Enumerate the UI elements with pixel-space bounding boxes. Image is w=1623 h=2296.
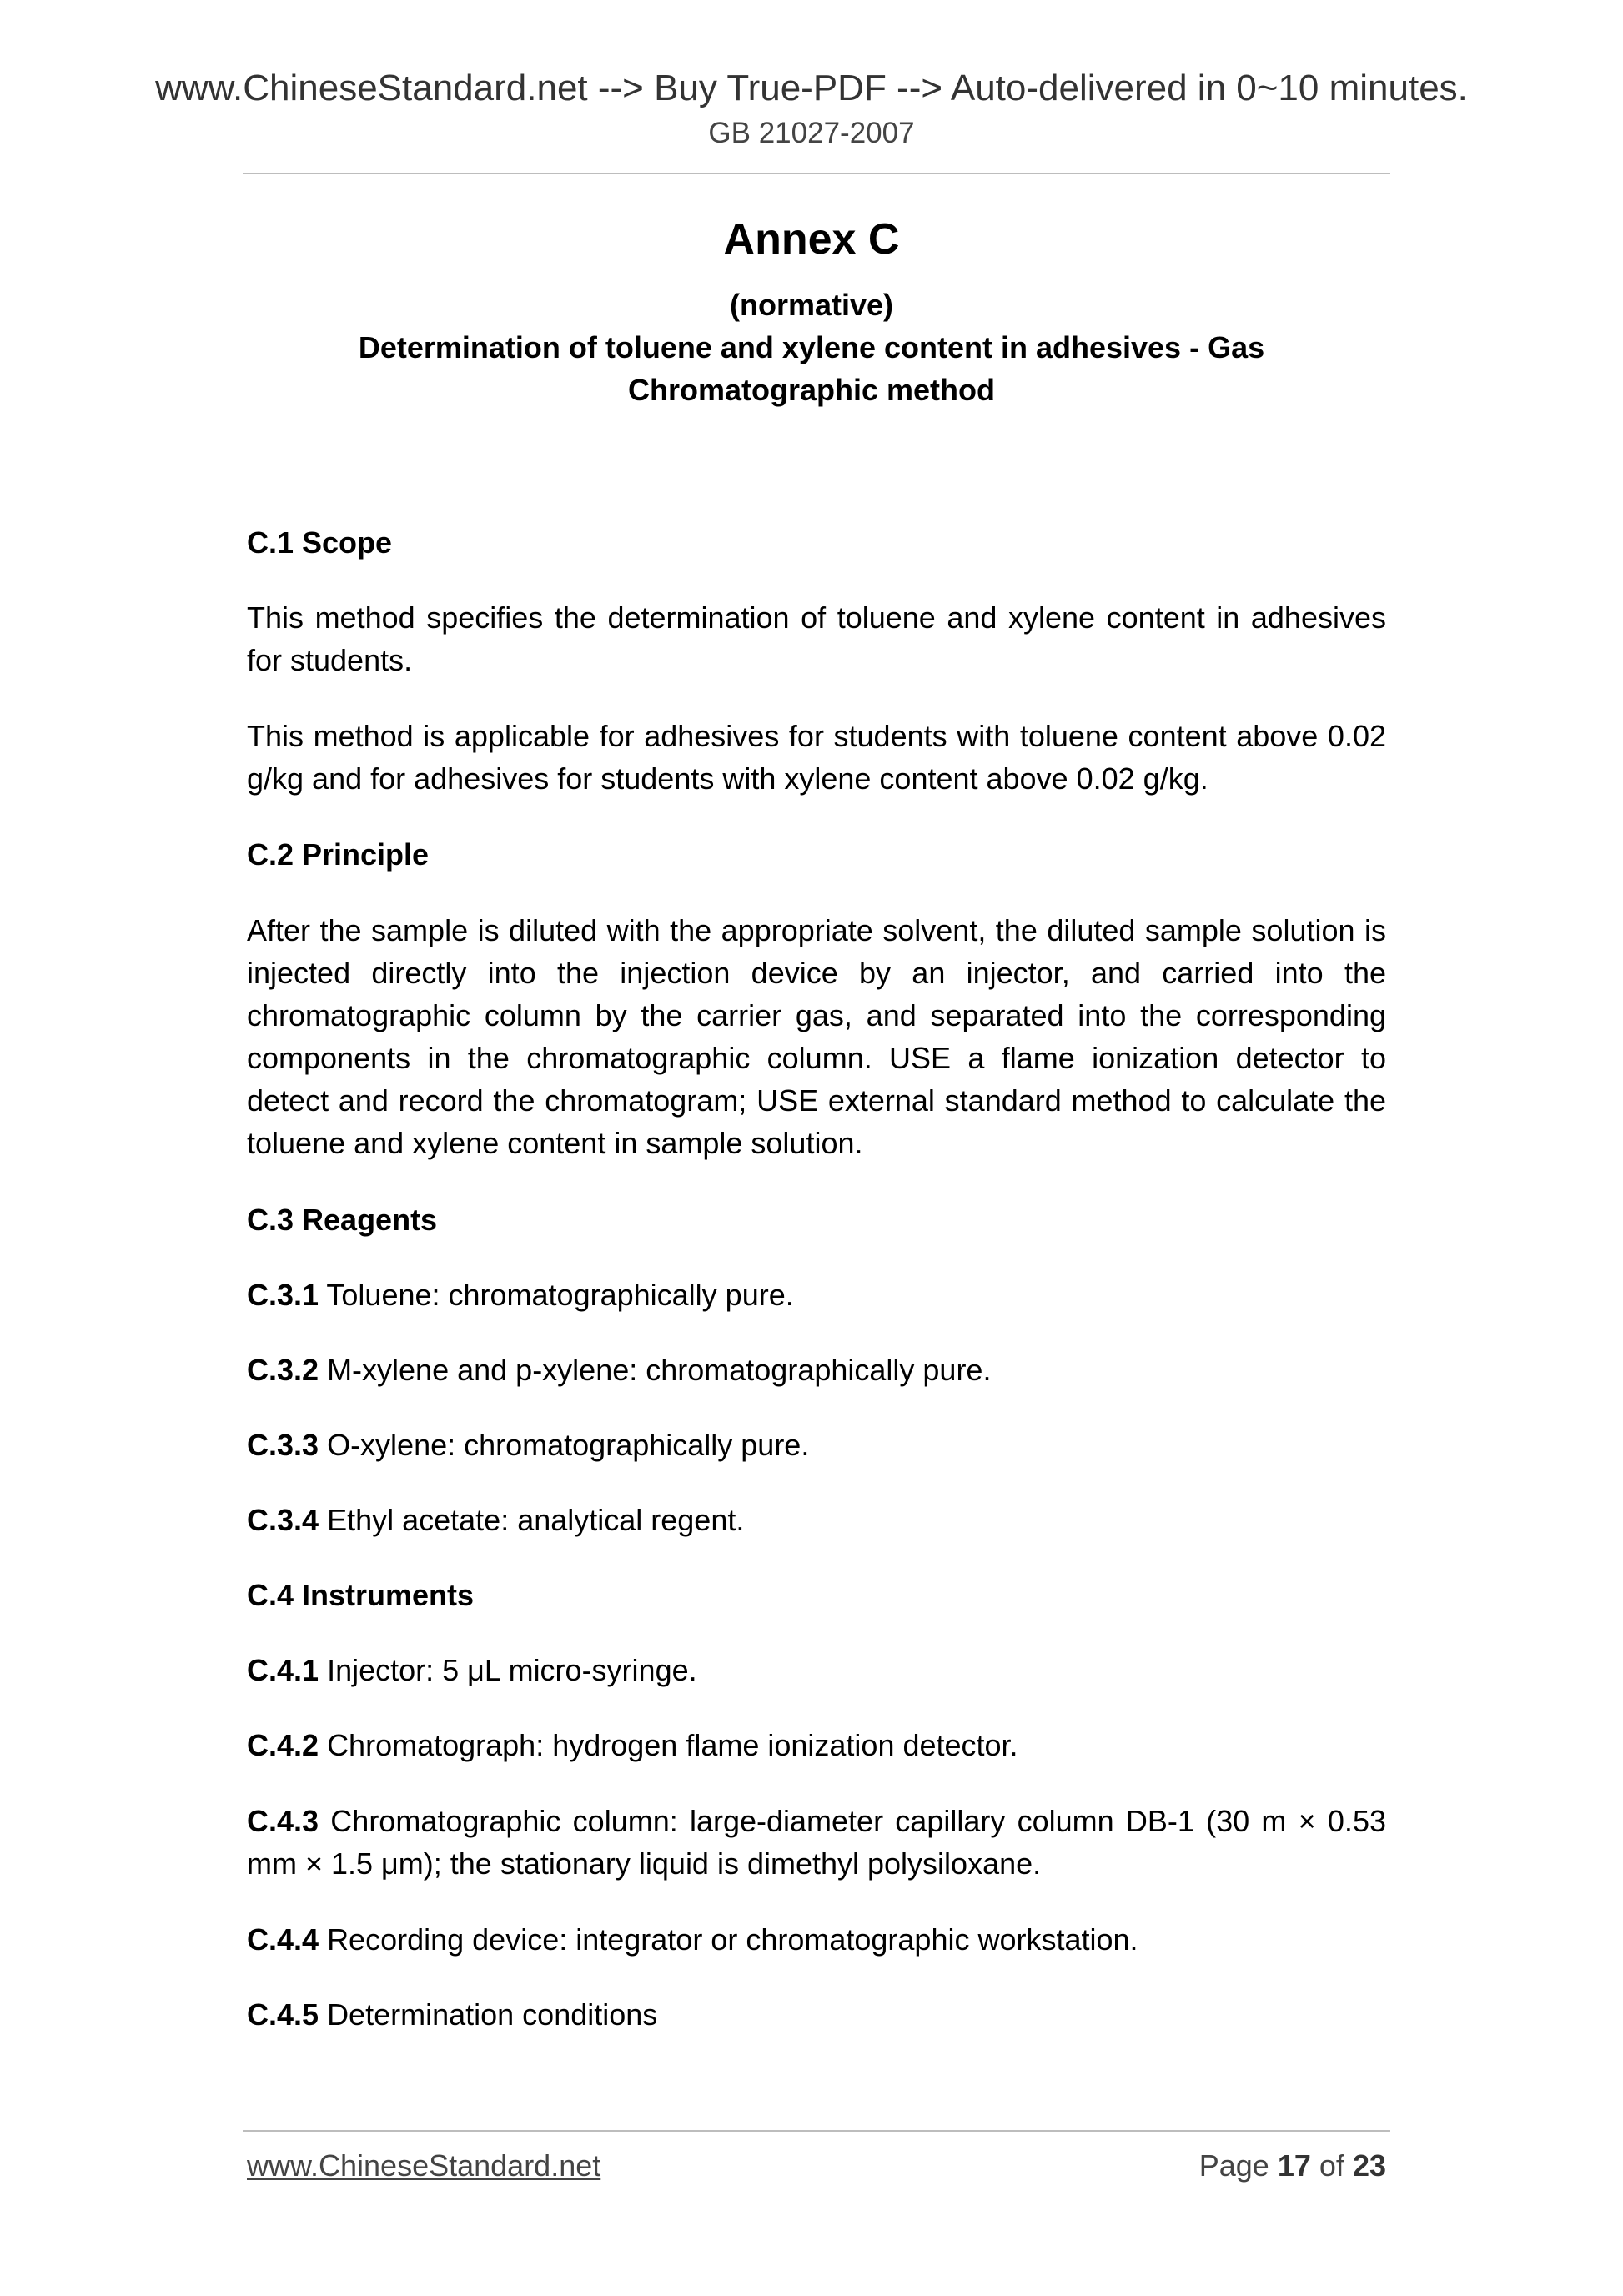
reagent-item	[247, 1424, 1386, 1466]
header-banner: www.ChineseStandard.net --> Buy True-PDF --> Auto-delivered in 0~10 minutes.	[155, 68, 1468, 108]
scope-paragraph-1: This method specifies the determination of toluene and xylene content in adhesives for students.	[247, 600, 1386, 677]
page-indicator	[1199, 2145, 1386, 2187]
page-total: 23	[1352, 2148, 1386, 2183]
standard-number: GB 21027-2007	[708, 117, 915, 149]
section-heading-reagents: C.3 Reagents	[247, 1203, 438, 1237]
header-divider	[243, 173, 1390, 174]
instrument-item	[247, 1918, 1386, 1961]
item-number: C.4.2	[247, 1728, 319, 1762]
item-text: Chromatographic column: large-diameter capillary column DB-1 (30 m × 0.53 mm × 1.5 μm); the stationary liquid is dimethyl polysiloxane.	[247, 1804, 1386, 1881]
page-label: Page	[1198, 2148, 1269, 2183]
item-text: M-xylene and p-xylene: chromatographically pure.	[327, 1353, 992, 1387]
instrument-item	[247, 1649, 1386, 1691]
principle-paragraph: After the sample is diluted with the appropriate solvent, the diluted sample solution is injected directly into the injection device by an injector, and carried into the chromatographic column by the carrier gas, and separated into the corresponding components in the chromatographic column. USE a flame ionization detector to detect and record the chromatogram; USE external standard method to calculate the toluene and xylene content in sample solution.	[247, 913, 1386, 1160]
item-text: Chromatograph: hydrogen flame ionization detector.	[327, 1728, 1018, 1762]
reagent-item	[247, 1274, 1386, 1316]
item-text: O-xylene: chromatographically pure.	[327, 1428, 810, 1462]
page-current: 17	[1277, 2148, 1311, 2183]
instrument-item	[247, 1724, 1386, 1766]
instrument-item	[247, 1993, 1386, 2036]
item-number: C.4.1	[247, 1653, 319, 1687]
item-number: C.3.1	[247, 1278, 319, 1312]
footer-site-link[interactable]: www.ChineseStandard.net	[247, 2148, 601, 2183]
annex-subtitle-line2: Chromatographic method	[627, 373, 995, 407]
section-heading-instruments: C.4 Instruments	[247, 1578, 475, 1612]
item-number: C.3.4	[247, 1503, 319, 1537]
section-heading-principle: C.2 Principle	[247, 837, 430, 872]
item-number: C.3.2	[247, 1353, 319, 1387]
item-text: Recording device: integrator or chromatographic workstation.	[327, 1922, 1138, 1957]
page-of: of	[1319, 2148, 1344, 2183]
item-text: Injector: 5 μL micro-syringe.	[327, 1653, 697, 1687]
reagent-item	[247, 1349, 1386, 1391]
instrument-item	[247, 1800, 1386, 1885]
scope-paragraph-2: This method is applicable for adhesives for students with toluene content above 0.02 g/kg and for adhesives for students with xylene content above 0.02 g/kg.	[247, 719, 1386, 796]
reagent-item	[247, 1499, 1386, 1541]
item-text: Ethyl acetate: analytical regent.	[327, 1503, 745, 1537]
annex-title: Annex C	[723, 215, 900, 264]
item-number: C.3.3	[247, 1428, 319, 1462]
item-number: C.4.3	[247, 1804, 319, 1838]
annex-normative: (normative)	[729, 288, 894, 322]
item-text: Toluene: chromatographically pure.	[326, 1278, 794, 1312]
item-number: C.4.4	[247, 1922, 319, 1957]
item-text: Determination conditions	[327, 1997, 658, 2032]
annex-subtitle-line1: Determination of toluene and xylene content in adhesives - Gas	[358, 330, 1265, 364]
item-number: C.4.5	[247, 1997, 319, 2032]
footer-divider	[243, 2130, 1390, 2132]
section-heading-scope: C.1 Scope	[247, 525, 393, 560]
